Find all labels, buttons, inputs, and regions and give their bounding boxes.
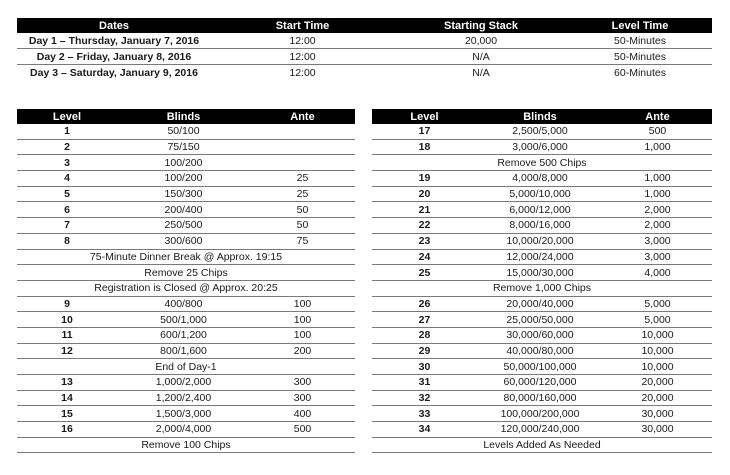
blinds-value: 6,000/12,000 [477,202,603,218]
level-row [372,296,712,312]
header-starting-stack: Starting Stack [394,18,568,33]
blinds-value: 800/1,600 [117,343,250,359]
blinds-value: 80,000/160,000 [477,390,603,406]
note-text: Remove 500 Chips [372,155,712,171]
ante-value: 10,000 [603,359,712,375]
ante-value: 50 [250,202,355,218]
header-dates: Dates [17,18,211,33]
ante-value [250,155,355,171]
level-number: 14 [17,390,117,406]
schedule-stack: 20,000 [394,33,568,49]
note-row [17,359,355,375]
level-number: 12 [17,343,117,359]
schedule-table [17,18,712,80]
level-row [17,422,355,438]
level-row [372,359,712,375]
blinds-table-right [372,109,712,453]
level-number: 8 [17,233,117,249]
schedule-header-row [17,18,712,33]
ante-value: 4,000 [603,265,712,281]
level-row [372,327,712,343]
ante-value [250,139,355,155]
level-number: 18 [372,139,477,155]
blinds-value: 5,000/10,000 [477,186,603,202]
blinds-value: 50,000/100,000 [477,359,603,375]
note-text: Remove 1,000 Chips [372,280,712,296]
level-number: 33 [372,406,477,422]
ante-value: 10,000 [603,343,712,359]
level-row [372,265,712,281]
level-number: 22 [372,218,477,234]
blinds-value: 60,000/120,000 [477,375,603,391]
header-blinds: Blinds [477,109,603,124]
header-ante: Ante [603,109,712,124]
blinds-value: 400/800 [117,296,250,312]
note-row [372,280,712,296]
note-row [17,265,355,281]
ante-value [250,124,355,139]
header-start-time: Start Time [211,18,394,33]
schedule-start: 12:00 [289,66,316,79]
blinds-value: 50/100 [117,124,250,139]
blinds-value: 10,000/20,000 [477,233,603,249]
level-row [17,296,355,312]
level-number: 2 [17,139,117,155]
ante-value: 75 [250,233,355,249]
blinds-value: 100/200 [117,171,250,187]
level-row [372,422,712,438]
level-number: 28 [372,327,477,343]
level-number: 19 [372,171,477,187]
ante-value: 200 [250,343,355,359]
schedule-stack: N/A [472,66,490,79]
level-number: 16 [17,422,117,438]
level-number: 15 [17,406,117,422]
schedule-level-time: 50-Minutes [568,49,712,65]
level-row [17,202,355,218]
level-number: 31 [372,375,477,391]
blinds-value: 4,000/8,000 [477,171,603,187]
blinds-value: 3,000/6,000 [477,139,603,155]
ante-value: 300 [250,390,355,406]
blinds-value: 120,000/240,000 [477,422,603,438]
level-row [17,139,355,155]
schedule-level-time: 50-Minutes [568,33,712,49]
level-number: 11 [17,327,117,343]
level-number: 4 [17,171,117,187]
level-number: 24 [372,249,477,265]
schedule-start: 12:00 [211,33,394,49]
note-text: Remove 100 Chips [17,437,355,453]
note-row [17,437,355,453]
level-row [372,406,712,422]
level-number: 26 [372,296,477,312]
blinds-header-row [17,109,355,124]
level-row [372,202,712,218]
level-row [17,171,355,187]
level-number: 13 [17,375,117,391]
blinds-value: 40,000/80,000 [477,343,603,359]
level-number: 30 [372,359,477,375]
level-row [17,343,355,359]
level-row [372,124,712,139]
level-number: 6 [17,202,117,218]
level-row [372,139,712,155]
level-row [17,233,355,249]
level-number: 27 [372,312,477,328]
ante-value: 500 [250,422,355,438]
blinds-value: 30,000/60,000 [477,327,603,343]
blinds-value: 300/600 [117,233,250,249]
level-row [17,390,355,406]
schedule-start: 12:00 [211,49,394,65]
level-number: 21 [372,202,477,218]
level-row [372,249,712,265]
level-row [17,312,355,328]
schedule-row [17,33,712,49]
level-row [17,155,355,171]
header-level: Level [372,109,477,124]
blinds-value: 100,000/200,000 [477,406,603,422]
ante-value: 500 [603,124,712,139]
level-number: 34 [372,422,477,438]
level-number: 32 [372,390,477,406]
blinds-table-left [17,109,355,453]
schedule-date: Day 1 – Thursday, January 7, 2016 [17,33,211,49]
level-row [372,218,712,234]
blinds-value: 150/300 [117,186,250,202]
blinds-value: 2,500/5,000 [477,124,603,139]
ante-value: 5,000 [603,312,712,328]
ante-value: 50 [250,218,355,234]
schedule-date: Day 3 – Saturday, January 9, 2016 [30,66,198,79]
note-row [372,437,712,453]
header-level-time: Level Time [568,18,712,33]
schedule-row [17,65,712,81]
header-ante: Ante [250,109,355,124]
note-row [17,249,355,265]
ante-value: 30,000 [603,422,712,438]
level-row [372,375,712,391]
blinds-value: 15,000/30,000 [477,265,603,281]
note-text: Remove 25 Chips [17,265,355,281]
schedule-level-time: 60-Minutes [614,66,666,79]
blinds-value: 25,000/50,000 [477,312,603,328]
level-number: 5 [17,186,117,202]
ante-value: 1,000 [603,186,712,202]
level-row [17,124,355,139]
ante-value: 3,000 [603,233,712,249]
header-blinds: Blinds [117,109,250,124]
level-number: 20 [372,186,477,202]
blinds-value: 100/200 [117,155,250,171]
blinds-body-right [372,124,712,453]
ante-value: 100 [250,312,355,328]
blinds-body-left [17,124,355,453]
level-number: 3 [17,155,117,171]
level-number: 1 [17,124,117,139]
level-row [17,186,355,202]
note-text: End of Day-1 [17,359,355,375]
note-row [17,280,355,296]
level-row [17,375,355,391]
note-text: Levels Added As Needed [372,437,712,453]
level-number: 25 [372,265,477,281]
ante-value: 3,000 [603,249,712,265]
level-row [372,233,712,249]
level-row [372,312,712,328]
note-row [372,155,712,171]
blinds-value: 1,200/2,400 [117,390,250,406]
level-row [372,171,712,187]
blinds-header-row [372,109,712,124]
level-number: 10 [17,312,117,328]
note-text: 75-Minute Dinner Break @ Approx. 19:15 [17,249,355,265]
ante-value: 1,000 [603,139,712,155]
level-number: 17 [372,124,477,139]
blinds-value: 200/400 [117,202,250,218]
level-number: 29 [372,343,477,359]
blinds-value: 75/150 [117,139,250,155]
blinds-value: 1,500/3,000 [117,406,250,422]
ante-value: 2,000 [603,202,712,218]
level-number: 7 [17,218,117,234]
ante-value: 100 [250,296,355,312]
ante-value: 400 [250,406,355,422]
schedule-date: Day 2 – Friday, January 8, 2016 [17,49,211,65]
level-row [372,343,712,359]
ante-value: 100 [250,327,355,343]
ante-value: 300 [250,375,355,391]
ante-value: 5,000 [603,296,712,312]
blinds-value: 600/1,200 [117,327,250,343]
ante-value: 20,000 [603,375,712,391]
header-level: Level [17,109,117,124]
ante-value: 25 [250,186,355,202]
ante-value: 30,000 [603,406,712,422]
schedule-stack: N/A [394,49,568,65]
ante-value: 20,000 [603,390,712,406]
blinds-value: 20,000/40,000 [477,296,603,312]
level-number: 9 [17,296,117,312]
level-row [17,406,355,422]
blinds-value: 12,000/24,000 [477,249,603,265]
ante-value: 1,000 [603,171,712,187]
level-row [372,390,712,406]
ante-value: 10,000 [603,327,712,343]
ante-value: 2,000 [603,218,712,234]
level-row [17,218,355,234]
schedule-row [17,49,712,65]
level-row [17,327,355,343]
level-row [372,186,712,202]
level-number: 23 [372,233,477,249]
ante-value: 25 [250,171,355,187]
note-text: Registration is Closed @ Approx. 20:25 [17,280,355,296]
blinds-value: 500/1,000 [117,312,250,328]
blinds-value: 1,000/2,000 [117,375,250,391]
blinds-value: 8,000/16,000 [477,218,603,234]
blinds-value: 250/500 [117,218,250,234]
blinds-value: 2,000/4,000 [117,422,250,438]
